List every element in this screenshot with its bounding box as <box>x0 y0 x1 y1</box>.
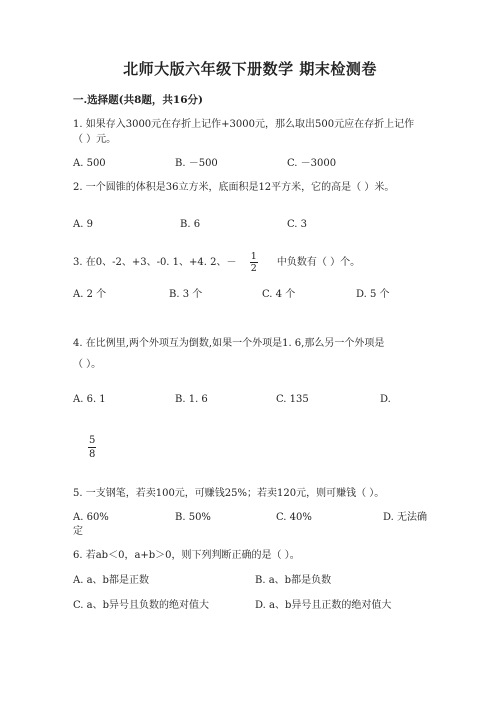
q4-option-c: C. 135 <box>276 394 309 405</box>
page-title: 北师大版六年级下册数学 期末检测卷 <box>123 60 377 78</box>
q3-text-before: 3. 在0、-2、+3、-0. 1、+4. 2、－ <box>73 257 237 268</box>
q5-option-c: C. 40% <box>276 512 312 523</box>
q2-option-b: B. 6 <box>180 219 201 230</box>
q3-option-c: C. 4 个 <box>262 289 296 300</box>
q5-option-d: D. 无法确 <box>383 512 428 523</box>
q6-option-a: A. a、b都是正数 <box>73 575 149 586</box>
q3-fraction-numerator: 1 <box>250 251 257 262</box>
question-4-line-2: （ ）。 <box>73 359 102 370</box>
q5-option-b: B. 50% <box>175 512 211 523</box>
q6-option-c: C. a、b异号且负数的绝对值大 <box>73 600 210 611</box>
q5-option-d-continued: 定 <box>73 526 83 537</box>
question-1-line-1: 1. 如果存入3000元在存折上记作+3000元，那么取出500元应在存折上记作 <box>73 119 415 130</box>
q3-text-after: 中负数有（ ）个。 <box>276 257 361 268</box>
question-1-line-2: （ ）元。 <box>73 134 117 145</box>
q3-option-a: A. 2 个 <box>73 289 107 300</box>
question-5-text: 5. 一支钢笔，若卖100元，可赚钱25%；若卖120元，则可赚钱（ ）。 <box>73 488 385 499</box>
q4-option-b: B. 1. 6 <box>175 394 208 405</box>
q6-option-d: D. a、b异号且正数的绝对值大 <box>255 600 392 611</box>
question-3-text <box>73 251 360 274</box>
q4-option-a: A. 6. 1 <box>73 394 106 405</box>
q1-option-c: C. －3000 <box>287 158 337 169</box>
q4-option-d-fraction <box>88 434 96 461</box>
q2-option-a: A. 9 <box>73 219 93 230</box>
q2-option-c: C. 3 <box>287 219 308 230</box>
section-heading: 一.选择题(共8题，共16分) <box>73 94 204 106</box>
q3-option-b: B. 3 个 <box>169 289 203 300</box>
question-6-text: 6. 若ab＜0，a+b＞0，则下列判断正确的是（ ）。 <box>73 550 300 561</box>
q1-option-b: B. －500 <box>175 158 218 169</box>
q4-option-d: D. <box>380 394 391 405</box>
q6-option-b: B. a、b都是负数 <box>255 575 332 586</box>
q5-option-a: A. 60% <box>73 512 109 523</box>
q3-option-d: D. 5 个 <box>356 289 390 300</box>
q3-fraction-denominator: 2 <box>250 263 257 274</box>
q4-fraction-denominator: 8 <box>89 449 96 460</box>
question-2-text: 2. 一个圆锥的体积是36立方米，底面积是12平方米，它的高是（ ）米。 <box>73 182 395 193</box>
q1-option-a: A. 500 <box>73 158 106 169</box>
q3-fraction <box>250 251 258 274</box>
q4-fraction-numerator: 5 <box>89 435 96 446</box>
question-4-line-1: 4. 在比例里,两个外项互为倒数,如果一个外项是1. 6,那么另一个外项是 <box>73 338 385 349</box>
